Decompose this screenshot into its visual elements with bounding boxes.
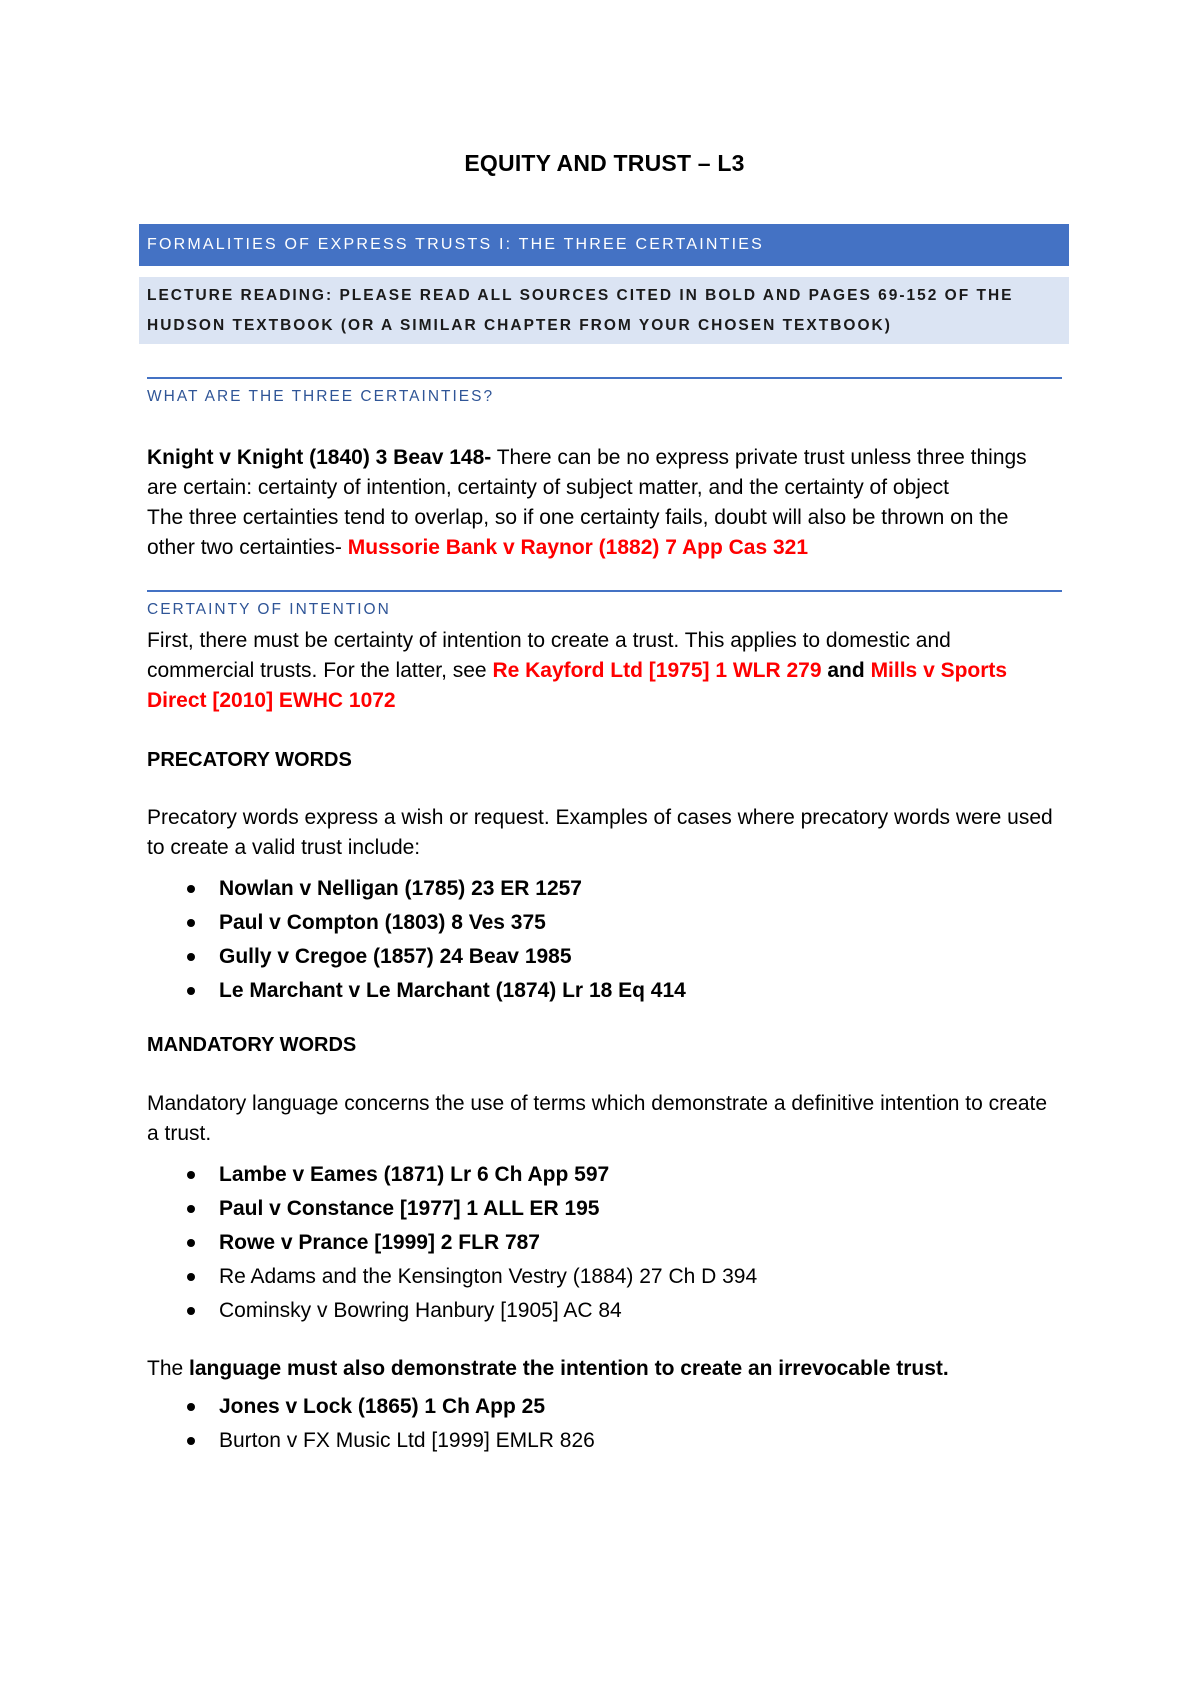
list-item: [147, 940, 686, 974]
list-item: [147, 1158, 757, 1192]
precatory-words-paragraph: Precatory words express a wish or request. Examples of cases where precatory words were used to create a valid trust include:: [147, 806, 1053, 859]
list-item: [147, 1260, 757, 1294]
three-certainties-paragraph: [147, 443, 1062, 563]
list-item: [147, 1226, 757, 1260]
irrevocable-trust-paragraph: [147, 1354, 1062, 1384]
section-divider-1: [147, 377, 1062, 379]
list-item: [147, 1390, 595, 1424]
irrevocable-cases-list: [147, 1390, 595, 1458]
list-item: [147, 1294, 757, 1328]
case-mussorie-bank: Mussorie Bank v Raynor (1882) 7 App Cas 321: [347, 536, 809, 559]
case-citation: Paul v Compton (1803) 8 Ves 375: [219, 911, 546, 934]
case-citation: Gully v Cregoe (1857) 24 Beav 1985: [219, 945, 572, 968]
reading-banner: [139, 277, 1069, 344]
bullet-icon: [187, 1437, 195, 1445]
bullet-icon: [187, 1205, 195, 1213]
irrevocable-text-plain: The: [147, 1357, 190, 1380]
case-re-kayford: Re Kayford Ltd [1975] 1 WLR 279: [492, 659, 822, 682]
section-heading-certainty-of-intention: CERTAINTY OF INTENTION: [147, 601, 391, 618]
precatory-cases-list: [147, 872, 686, 1008]
list-item: [147, 1192, 757, 1226]
case-mills-v-sports-direct: Mills v Sports Direct [2010] EWHC 1072: [147, 659, 1008, 712]
case-citation: Jones v Lock (1865) 1 Ch App 25: [219, 1395, 546, 1418]
bullet-icon: [187, 885, 195, 893]
section-heading-three-certainties: WHAT ARE THE THREE CERTAINTIES?: [147, 388, 495, 405]
section-banner: FORMALITIES OF EXPRESS TRUSTS I: THE THREE CERTAINTIES: [139, 224, 1069, 266]
reading-banner-line-1: LECTURE READING: PLEASE READ ALL SOURCES CITED IN BOLD AND PAGES 69-152 OF THE: [147, 287, 1014, 304]
and-text: and: [821, 659, 871, 682]
section-divider-2: [147, 590, 1062, 592]
case-citation: Nowlan v Nelligan (1785) 23 ER 1257: [219, 877, 582, 900]
bullet-icon: [187, 1403, 195, 1411]
bullet-icon: [187, 919, 195, 927]
case-citation: Burton v FX Music Ltd [1999] EMLR 826: [219, 1429, 595, 1452]
reading-banner-line-2: HUDSON TEXTBOOK (OR A SIMILAR CHAPTER FROM YOUR CHOSEN TEXTBOOK): [147, 317, 892, 334]
list-item: [147, 974, 686, 1008]
bullet-icon: [187, 1239, 195, 1247]
case-citation: Cominsky v Bowring Hanbury [1905] AC 84: [219, 1299, 622, 1322]
mandatory-words-paragraph: Mandatory language concerns the use of terms which demonstrate a definitive intention to create a trust.: [147, 1092, 1048, 1145]
case-citation: Re Adams and the Kensington Vestry (1884) 27 Ch D 394: [219, 1265, 758, 1288]
three-certainties-text: There can be no express private trust unless three things are certain: certainty of intention, certainty of subject matter, and the certainty of object: [147, 446, 1027, 499]
case-citation: Le Marchant v Le Marchant (1874) Lr 18 Eq 414: [219, 979, 686, 1002]
irrevocable-text-bold: language must also demonstrate the intention to create an irrevocable trust.: [189, 1357, 949, 1380]
bullet-icon: [187, 1273, 195, 1281]
bullet-icon: [187, 953, 195, 961]
bullet-icon: [187, 987, 195, 995]
list-item: [147, 906, 686, 940]
mandatory-cases-list: [147, 1158, 757, 1328]
overlap-text: The three certainties tend to overlap, so if one certainty fails, doubt will also be thrown on the other two certainties-: [147, 506, 1009, 559]
precatory-words-heading: PRECATORY WORDS: [147, 749, 352, 771]
certainty-of-intention-paragraph: [147, 626, 1062, 716]
case-citation: Rowe v Prance [1999] 2 FLR 787: [219, 1231, 540, 1254]
intention-text: First, there must be certainty of intention to create a trust. This applies to domestic and commercial trusts. For the latter, see: [147, 629, 951, 682]
case-knight-v-knight: Knight v Knight (1840) 3 Beav 148-: [147, 446, 492, 469]
list-item: [147, 872, 686, 906]
bullet-icon: [187, 1171, 195, 1179]
case-citation: Lambe v Eames (1871) Lr 6 Ch App 597: [219, 1163, 610, 1186]
list-item: [147, 1424, 595, 1458]
page-title: EQUITY AND TRUST – L3: [464, 150, 745, 176]
mandatory-words-heading: MANDATORY WORDS: [147, 1034, 357, 1056]
case-citation: Paul v Constance [1977] 1 ALL ER 195: [219, 1197, 600, 1220]
bullet-icon: [187, 1307, 195, 1315]
